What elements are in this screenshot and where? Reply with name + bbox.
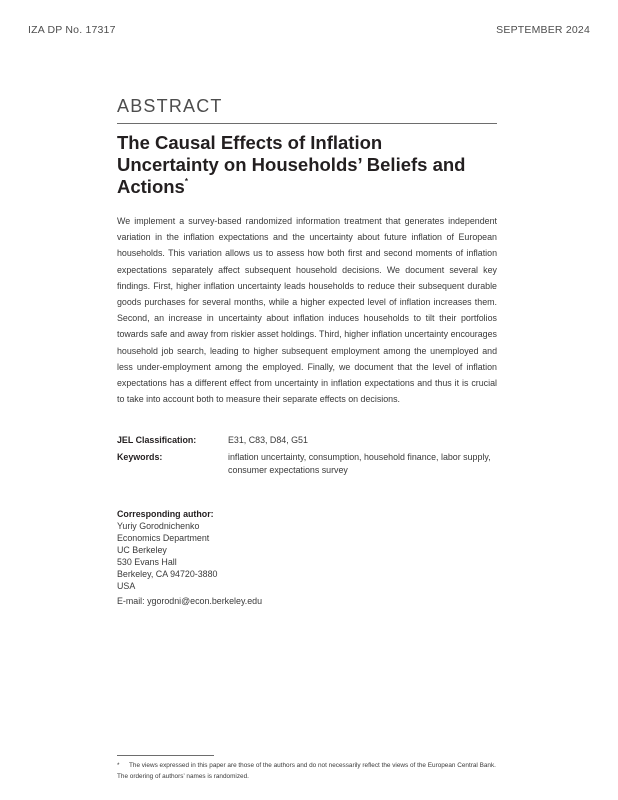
series-number: IZA DP No. 17317 <box>28 24 116 36</box>
author-street: 530 Evans Hall <box>117 557 177 567</box>
title-footnote-marker: * <box>184 177 188 186</box>
author-email: E-mail: ygorodni@econ.berkeley.edu <box>117 596 263 606</box>
footnote-marker: * <box>117 762 120 769</box>
abstract-text: We implement a survey-based randomized information treatment that generates independent variation in the inflation expectations and the uncertainty about future inflation of European households. This variation allows us to assess how both first and second moments of inflation expectations separately affect subsequent household decisions. We document several key findings. First, higher inflation uncertainty leads households to reduce their subsequent durable goods purchases for several months, while a higher expected level of inflation increases them. Second, an increase in uncertainty about inflation induces households to tilt their portfolios towards safe and away from riskier asset holdings. Third, higher inflation uncertainty encourages household job search, leading to higher subsequent employment among the unemployed and less under-employment among the employed. Finally, we document that the level of inflation expectations has a different effect from uncertainty in inflation expectations and thus it is crucial to take into account both to measure their separate effects on decisions. <box>117 216 497 405</box>
jel-label: JEL Classification: <box>117 435 197 445</box>
publication-date: SEPTEMBER 2024 <box>496 24 590 36</box>
paper-title <box>117 132 497 198</box>
jel-codes: E31, C83, D84, G51 <box>228 435 308 445</box>
author-institution: UC Berkeley <box>117 545 167 555</box>
author-name: Yuriy Gorodnichenko <box>117 521 200 531</box>
keywords-label: Keywords: <box>117 452 163 462</box>
corresponding-author-label: Corresponding author: <box>117 509 214 519</box>
footnote-rule <box>117 755 214 756</box>
corresponding-author-block <box>117 508 497 607</box>
keywords-list: inflation uncertainty, consumption, household finance, labor supply, consumer expectations survey <box>228 452 491 475</box>
author-department: Economics Department <box>117 533 210 543</box>
title-line-2: Uncertainty on Households’ Beliefs and <box>117 154 466 175</box>
abstract-heading: ABSTRACT <box>117 96 223 116</box>
heading-rule <box>117 123 497 124</box>
author-city: Berkeley, CA 94720-3880 <box>117 569 218 579</box>
title-line-1: The Causal Effects of Inflation <box>117 132 383 153</box>
title-line-3: Actions <box>117 176 185 197</box>
author-country: USA <box>117 581 136 591</box>
footnote <box>117 760 507 782</box>
footnote-text: The views expressed in this paper are those of the authors and do not necessarily reflect the views of the European Central Bank. The ordering of authors’ names is randomized. <box>117 762 496 780</box>
